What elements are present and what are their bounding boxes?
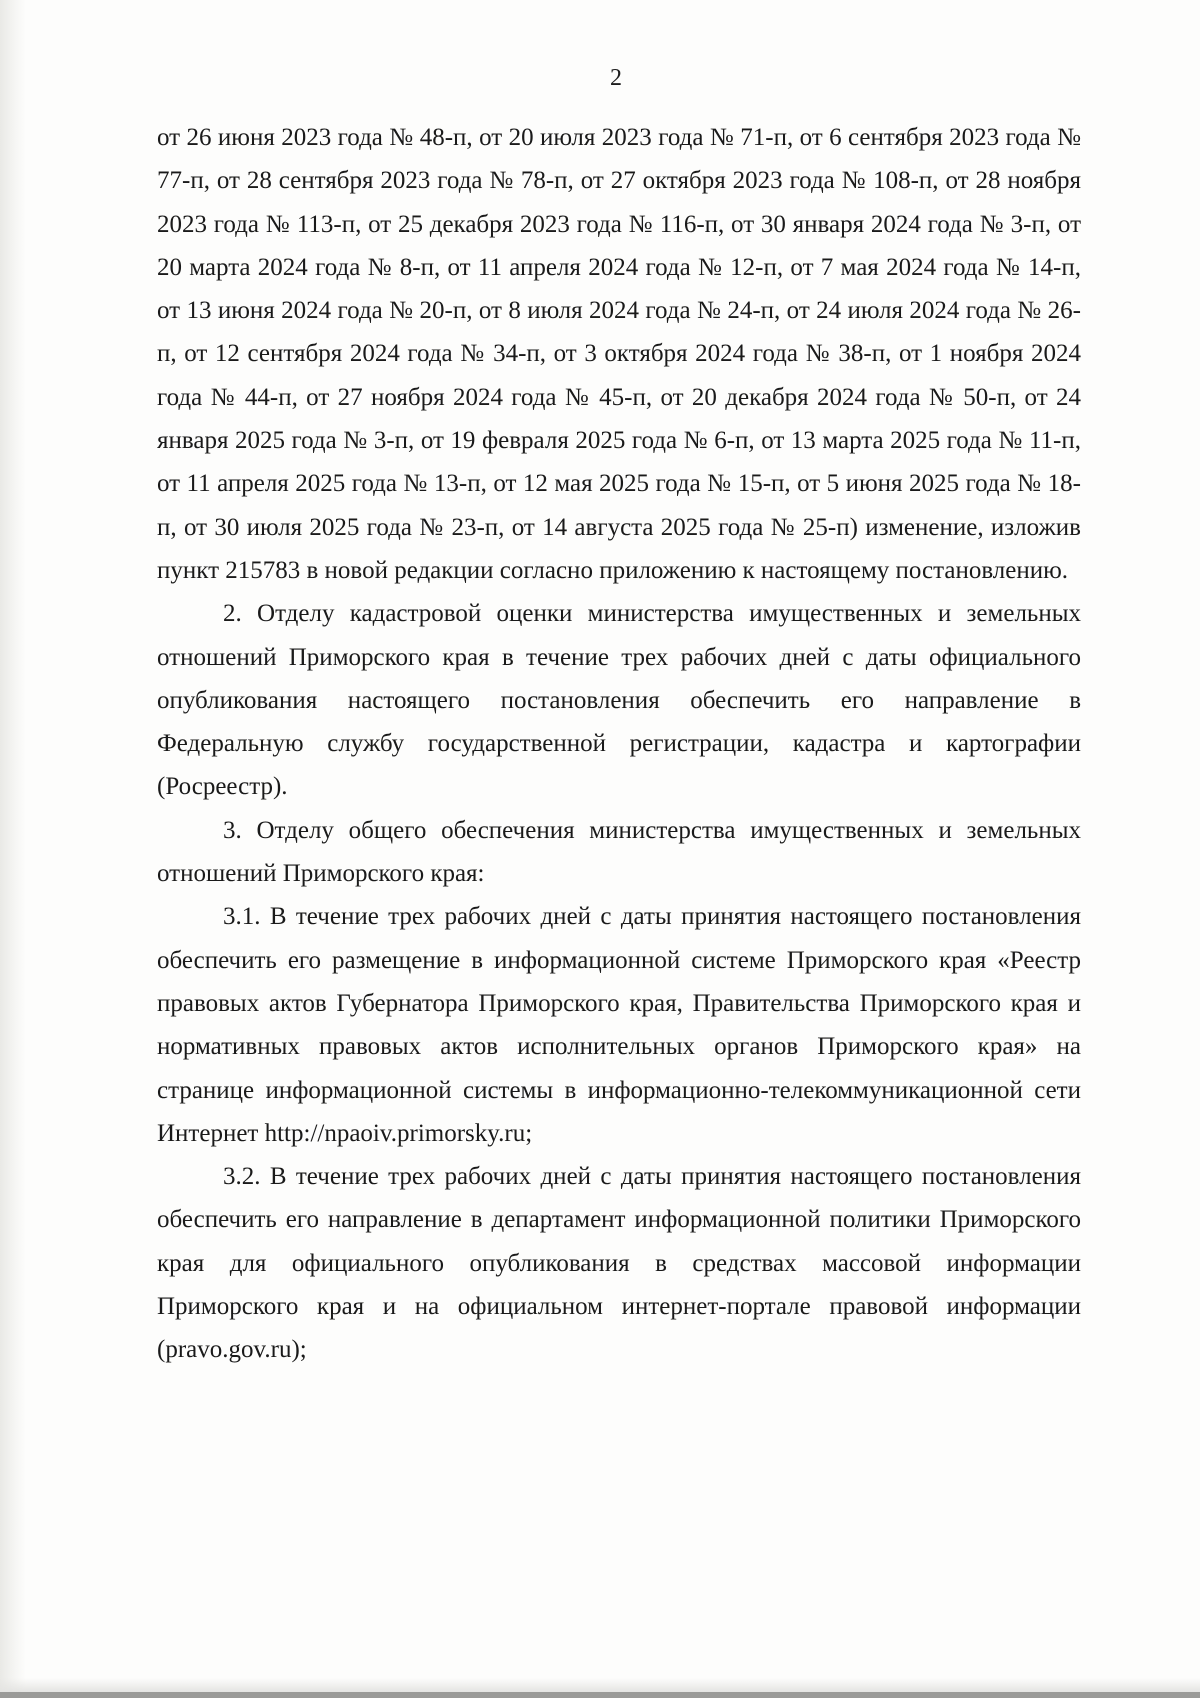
scan-shadow-bottom xyxy=(0,1678,1200,1692)
page-number: 2 xyxy=(610,65,622,91)
paragraph-item-3-1: 3.1. В течение трех рабочих дней с даты принятия настоящего постановления обеспечить его размещение в информационной системе Приморского края «Реестр правовых актов Губернатора Приморского края, Правительства Приморского края и нормативных правовых актов исполнительных органов Приморского края» на странице информационной системы в информационно-телекоммуникационной сети Интернет http://npaoiv.primorsky.ru; xyxy=(157,903,1081,1147)
paragraph-item-3-2: 3.2. В течение трех рабочих дней с даты принятия настоящего постановления обеспечить его направление в департамент информационной политики Приморского края для официального опубликования в средствах массовой информации Приморского края и на официальном интернет-портале правовой информации (pravo.gov.ru); xyxy=(157,1163,1081,1364)
scan-shadow-left xyxy=(0,0,26,1698)
scan-edge-bottom xyxy=(0,1692,1200,1698)
paragraph-decree-list: от 26 июня 2023 года № 48-п, от 20 июля 2023 года № 71-п, от 6 сентября 2023 года № 77-п, от 28 сентября 2023 года № 78-п, от 27 октября 2023 года № 108-п, от 28 ноября 2023 года № 113-п, от 25 декабря 2023 года № 116-п, от 30 января 2024 года № 3-п, от 20 марта 2024 года № 8-п, от 11 апреля 2024 года № 12-п, от 7 мая 2024 года № 14-п, от 13 июня 2024 года № 20-п, от 8 июля 2024 года № 24-п, от 24 июля 2024 года № 26-п, от 12 сентября 2024 года № 34-п, от 3 октября 2024 года № 38-п, от 1 ноября 2024 года № 44-п, от 27 ноября 2024 года № 45-п, от 20 декабря 2024 года № 50-п, от 24 января 2025 года № 3-п, от 19 февраля 2025 года № 6-п, от 13 марта 2025 года № 11-п, от 11 апреля 2025 года № 13-п, от 12 мая 2025 года № 15-п, от 5 июня 2025 года № 18-п, от 30 июля 2025 года № 23-п, от 14 августа 2025 года № 25-п) изменение, изложив пункт 215783 в новой редакции согласно приложению к настоящему постановлению. xyxy=(157,124,1081,584)
document-body xyxy=(157,116,1081,1372)
paragraph-item-3: 3. Отделу общего обеспечения министерства имущественных и земельных отношений Приморского края: xyxy=(157,816,1081,888)
paragraph-item-2: 2. Отделу кадастровой оценки министерства имущественных и земельных отношений Приморского края в течение трех рабочих дней с даты официального опубликования настоящего постановления обеспечить его направление в Федеральную службу государственной регистрации, кадастра и картографии (Росреестр). xyxy=(157,600,1081,801)
